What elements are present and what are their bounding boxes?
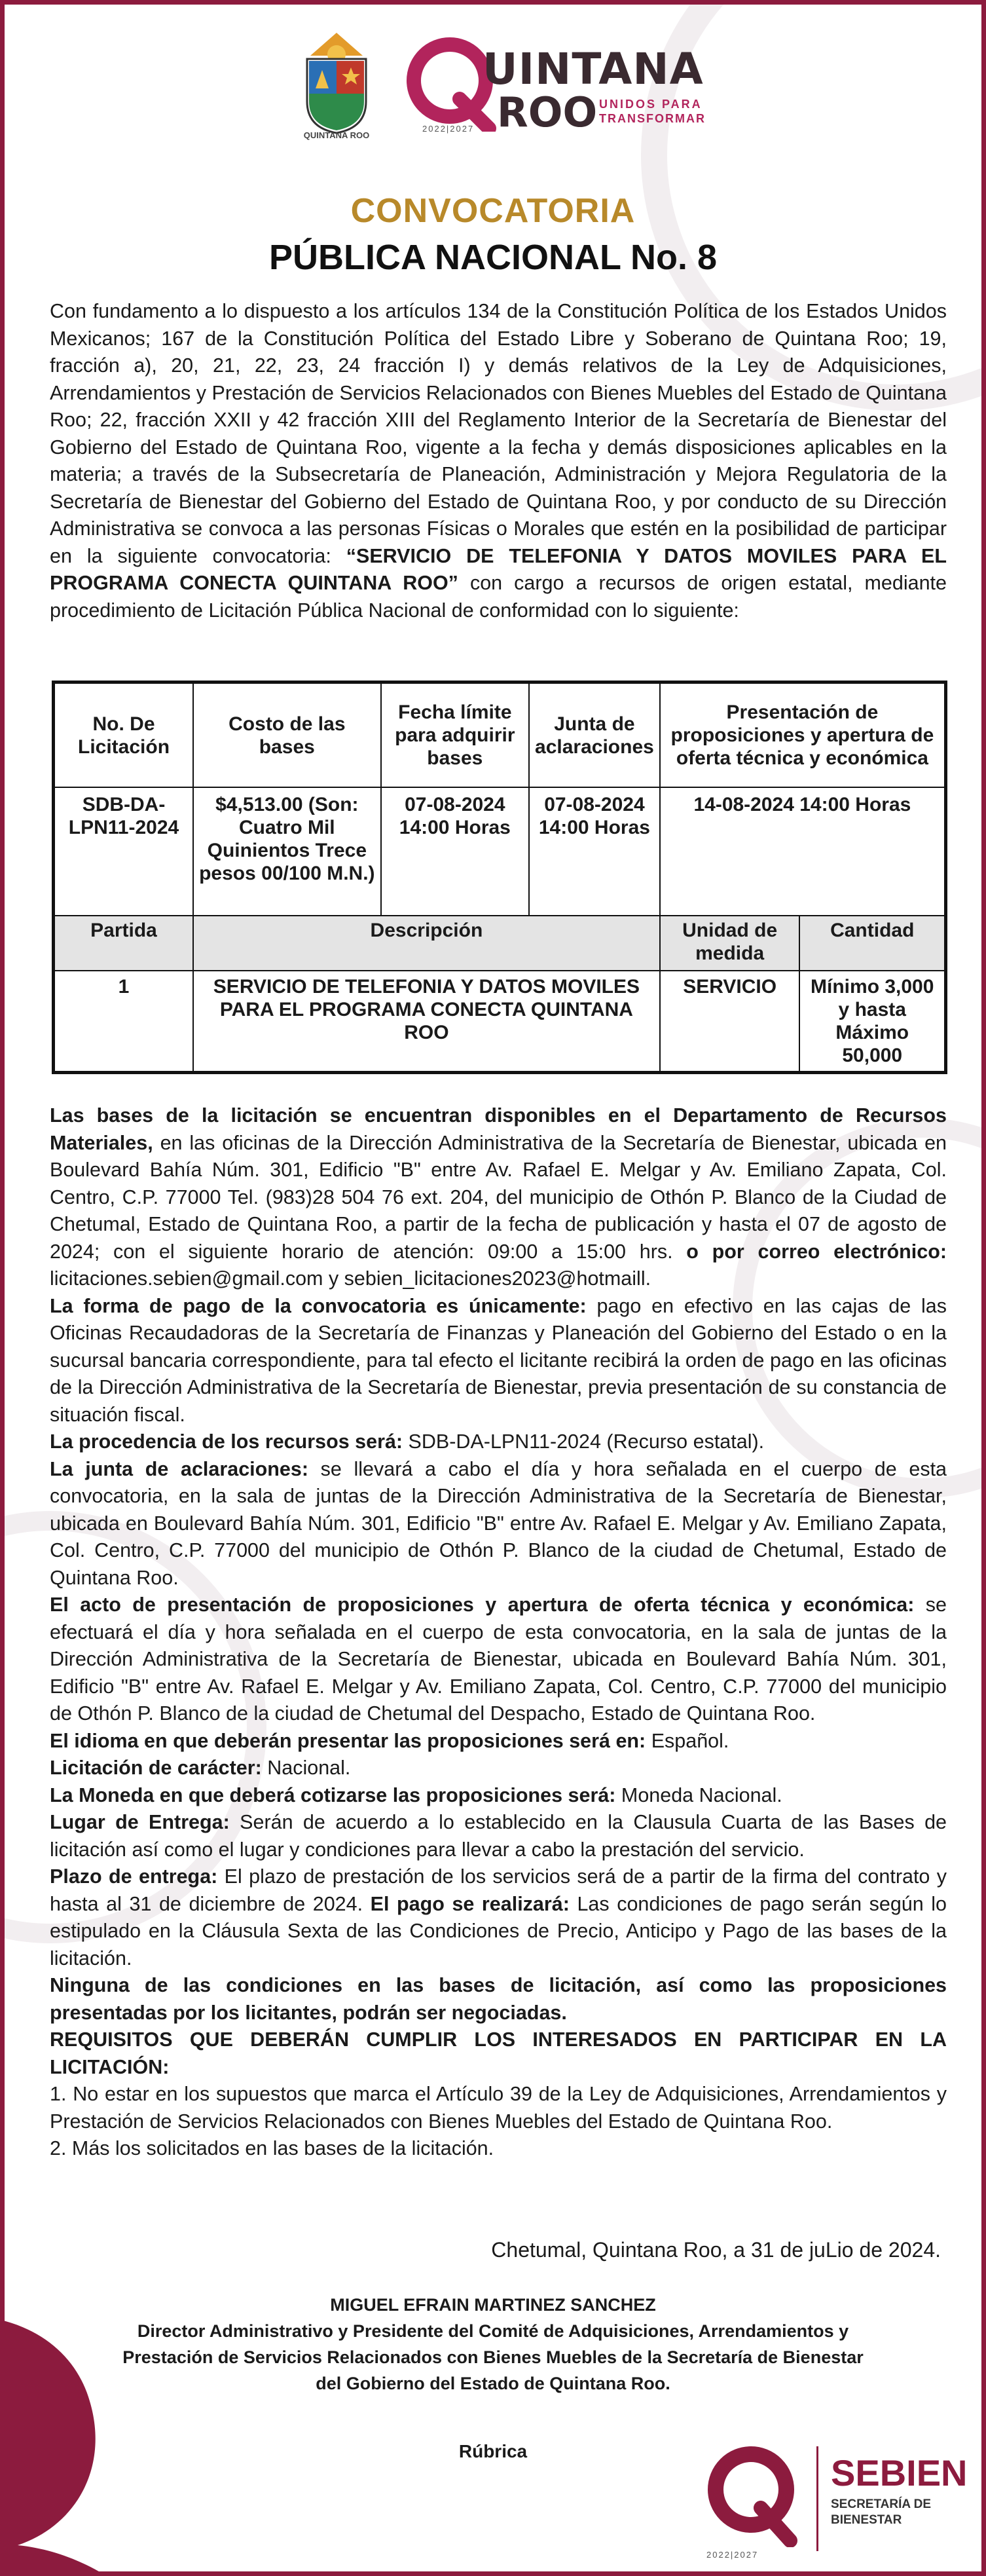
moneda-label: La Moneda en que deberá cotizarse las proposiciones será:: [50, 1783, 616, 1806]
table-row: [54, 787, 946, 916]
pago-paragraph: [50, 1293, 947, 1429]
rubrica: Rúbrica: [458, 2441, 528, 2461]
conditions-body: [50, 1102, 947, 2163]
lugar-paragraph: [50, 1809, 947, 1863]
slogan-line-1: UNIDOS PARA: [599, 98, 703, 111]
footer-years: 2022|2027: [706, 2550, 759, 2560]
intro-tail: con cargo a recursos de origen estatal, mediante procedimiento de Licitación Pública Nacional de conformidad con lo siguiente:: [50, 572, 947, 622]
title-publica-nacional: PÚBLICA NACIONAL No. 8: [268, 238, 718, 277]
ninguna-paragraph: Ninguna de las condiciones en las bases de licitación, así como las proposiciones presentadas por los licitantes, podrán ser negociadas.: [50, 1974, 947, 2024]
idioma-paragraph: [50, 1728, 947, 1755]
value-presentacion: 14-08-2024 14:00 Horas: [660, 787, 946, 916]
value-fecha-limite: 07-08-2024 14:00 Horas: [381, 787, 529, 916]
acto-label: El acto de presentación de proposiciones y apertura de oferta técnica y económica:: [50, 1594, 915, 1616]
value-descripcion: SERVICIO DE TELEFONIA Y DATOS MOVILES PARA EL PROGRAMA CONECTA QUINTANA ROO: [193, 971, 660, 1073]
intro-paragraph: [50, 298, 947, 624]
header-costo-bases: Costo de las bases: [193, 682, 381, 788]
value-partida: 1: [54, 971, 194, 1073]
plazo-text: El plazo de prestación de los servicios será de a partir de la firma del contrato y hasta al 31 de diciembre de 2024.: [50, 1865, 947, 1915]
pago-realizara-text: Las condiciones de pago serán según lo estipulado en la Cláusula Sexta de las Condiciones de Precio, Anticipo y Pago de las bases de la licitación.: [50, 1892, 947, 1969]
brand-roo: ROO: [497, 88, 598, 136]
table-subheader-row: [54, 916, 946, 971]
slogan-line-2: TRANSFORMAR: [599, 112, 706, 125]
lugar-text: Serán de acuerdo a lo establecido en la Clausula Cuarta de las Bases de licitación así como el lugar y condiciones para llevar a cabo la prestación del servicio.: [50, 1811, 947, 1861]
caracter-label: Licitación de carácter:: [50, 1757, 262, 1779]
header-junta-aclaraciones: Junta de aclaraciones: [529, 682, 660, 788]
moneda-text: Moneda Nacional.: [615, 1783, 782, 1806]
caracter-paragraph: [50, 1755, 947, 1782]
sebien-q-icon: [699, 2442, 803, 2547]
licitacion-table: [52, 681, 947, 1074]
junta-paragraph: [50, 1456, 947, 1592]
signature-block: [5, 2292, 981, 2397]
moneda-paragraph: [50, 1782, 947, 1810]
header-descripcion: Descripción: [193, 916, 660, 971]
requisito-1: 1. No estar en los supuestos que marca el Artículo 39 de la Ley de Adquisiciones, Arrendamientos y Prestación de Servicios Relacionados con Bienes Muebles del Estado de Quintana Roo.: [50, 2083, 947, 2133]
value-cantidad: Mínimo 3,000 y hasta Máximo 50,000: [799, 971, 945, 1073]
procedencia-label: La procedencia de los recursos será:: [50, 1430, 403, 1453]
idioma-label: El idioma en que deberán presentar las proposiciones será en:: [50, 1729, 646, 1752]
header-years: 2022|2027: [422, 124, 475, 134]
header-cantidad: Cantidad: [799, 916, 945, 971]
correo-label: o por correo electrónico:: [686, 1240, 947, 1263]
sebien-word: SEBIEN: [831, 2452, 968, 2493]
acto-paragraph: [50, 1592, 947, 1728]
signer-role-2: Prestación de Servicios Relacionados con Bienes Muebles de la Secretaría de Bienestar: [122, 2347, 864, 2367]
brand-word: UINTANA: [483, 44, 704, 94]
junta-text: se llevará a cabo el día y hora señalada en el cuerpo de esta convocatoria, en la sala de juntas de la Dirección Administrativa de la Secretaría de Bienestar, ubicada en Boulevard Bahía Núm. 301, Edificio "B" entre Av. Rafael E. Melgar y Av. Emiliano Zapata, Col. Centro, C.P. 77000 del municipio de Othón P. Blanco de la ciudad de Chetumal, Estado de Quintana Roo.: [50, 1457, 947, 1589]
header-presentacion: Presentación de proposiciones y apertura de oferta técnica y económica: [660, 682, 946, 788]
pago-text: pago en efectivo en las cajas de las Oficinas Recaudadoras de la Secretaría de Finanzas y Planeación del Gobierno del Estado o en la sucursal bancaria correspondiente, para tal efecto el licitante recibirá la orden de pago en las oficinas de la Dirección Administrativa de la Secretaría de Bienestar, previa presentación de su constancia de situación fiscal.: [50, 1294, 947, 1426]
title-convocatoria: CONVOCATORIA: [350, 192, 636, 230]
requisitos-heading: REQUISITOS QUE DEBERÁN CUMPLIR LOS INTERESADOS EN PARTICIPAR EN LA LICITACIÓN:: [50, 2028, 947, 2078]
intro-service-name: “SERVICIO DE TELEFONIA Y DATOS MOVILES PARA EL PROGRAMA CONECTA QUINTANA ROO”: [50, 544, 947, 594]
bases-text: en las oficinas de la Dirección Administrativa de la Secretaría de Bienestar, ubicada en Boulevard Bahía Núm. 301, Edificio "B" entre Av. Rafael E. Melgar y Av. Emiliano Zapata, Col. Centro, C.P. 77000 Tel. (983)28 504 76 ext. 204, del municipio de Othón P. Blanco de la Ciudad de Chetumal, Estado de Quintana Roo, a partir de la fecha de publicación y hasta el 07 de agosto de 2024; con el siguiente horario de atención: 09:00 a 15:00 hrs.: [50, 1131, 947, 1263]
header-no-licitacion: No. De Licitación: [54, 682, 194, 788]
header-partida: Partida: [54, 916, 194, 971]
header-fecha-limite: Fecha límite para adquirir bases: [381, 682, 529, 788]
plazo-label: Plazo de entrega:: [50, 1865, 218, 1888]
intro-text: Con fundamento a lo dispuesto a los artículos 134 de la Constitución Política de los Estados Unidos Mexicanos; 167 de la Constitución Política del Estado Libre y Soberano de Quintana Roo; 19, fracción a), 20, 21, 22, 23, 24 fracción I) y demás relativos de la Ley de Adquisiciones, Arrendamientos y Prestación de Servicios Relacionados con Bienes Muebles del Estado de Quintana Roo; 22, fracción XXII y 42 fracción XIII del Reglamento Interior de la Secretaría de Bienestar del Gobierno del Estado de Quintana Roo, vigente a la fecha y demás disposiciones aplicables en la materia; a través de la Subsecretaría de Planeación, Administración y Mejora Regulatoria de la Secretaría de Bienestar del Gobierno del Estado de Quintana Roo, y por conducto de su Dirección Administrativa se convoca a las personas Físicas o Morales que estén en la posibilidad de participar en la siguiente convocatoria:: [50, 300, 947, 567]
correo-text: licitaciones.sebien@gmail.com y sebien_licitaciones2023@hotmaill.: [50, 1267, 651, 1290]
footer-divider: [816, 2446, 818, 2551]
bases-paragraph: [50, 1102, 947, 1293]
signer-role-3: del Gobierno del Estado de Quintana Roo.: [316, 2374, 670, 2393]
header: [5, 24, 981, 149]
pago-realizara-label: El pago se realizará:: [370, 1892, 570, 1915]
value-costo-bases: $4,513.00 (Son: Cuatro Mil Quinientos Trece pesos 00/100 M.N.): [193, 787, 381, 916]
signer-role-1: Director Administrativo y Presidente del Comité de Adquisiciones, Arrendamientos y: [137, 2321, 849, 2341]
acto-text: se efectuará el día y hora señalada en el cuerpo de esta convocatoria, en la sala de juntas de la Dirección Administrativa de la Secretaría de Bienestar, ubicada en Boulevard Bahía Núm. 301, Edificio "B" entre Av. Rafael E. Melgar y Av. Emiliano Zapata, Col. Centro, C.P. 77000 del municipio de Othón P. Blanco de la ciudad de Chetumal del Despacho, Estado de Quintana Roo.: [50, 1594, 947, 1725]
bases-label: Las bases de la licitación se encuentran disponibles en el Departamento de Recursos Materiales,: [50, 1104, 947, 1154]
procedencia-text: SDB-DA-LPN11-2024 (Recurso estatal).: [403, 1430, 765, 1453]
requisito-2: 2. Más los solicitados en las bases de la licitación.: [50, 2137, 494, 2159]
value-no-licitacion: SDB-DA-LPN11-2024: [54, 787, 194, 916]
shield-caption: QUINTANA ROO: [303, 130, 370, 140]
idioma-text: Español.: [646, 1729, 729, 1752]
caracter-text: Nacional.: [261, 1757, 351, 1779]
table-row: [54, 971, 946, 1073]
sebien-subtitle-2: BIENESTAR: [831, 2513, 902, 2527]
header-unidad: Unidad de medida: [660, 916, 800, 971]
signer-name: MIGUEL EFRAIN MARTINEZ SANCHEZ: [330, 2295, 656, 2315]
place-date: Chetumal, Quintana Roo, a 31 de juLio de 2024.: [491, 2238, 941, 2262]
junta-label: La junta de aclaraciones:: [50, 1457, 308, 1480]
lugar-label: Lugar de Entrega:: [50, 1811, 230, 1833]
pago-label: La forma de pago de la convocatoria es únicamente:: [50, 1294, 587, 1317]
procedencia-paragraph: [50, 1428, 947, 1456]
sebien-subtitle-1: SECRETARÍA DE: [831, 2497, 932, 2511]
value-junta-aclaraciones: 07-08-2024 14:00 Horas: [529, 787, 660, 916]
value-unidad: SERVICIO: [660, 971, 800, 1073]
quintana-roo-shield-icon: [297, 29, 376, 134]
table-header-row: [54, 682, 946, 788]
plazo-paragraph: [50, 1863, 947, 1972]
